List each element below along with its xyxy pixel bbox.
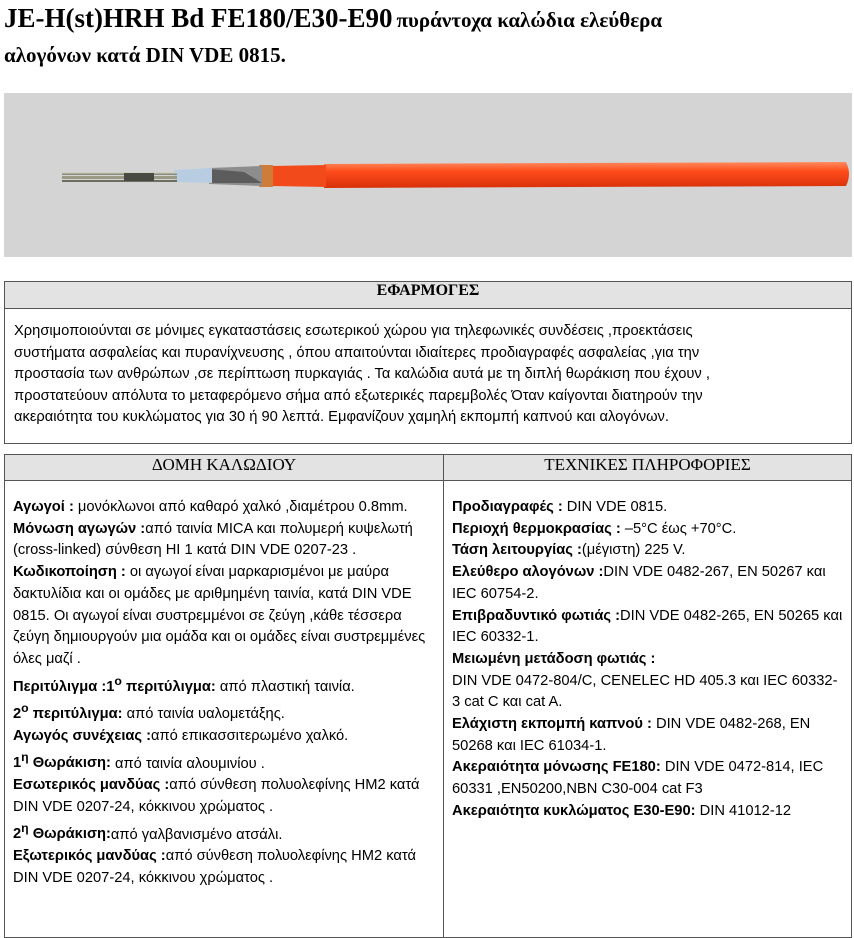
wrap1-entry: Περιτύλιγμα $:1^o$ περιτύλιγμα: από πλαστική ταινία. (13, 673, 355, 695)
tech-item: Περιοχή θερμοκρασίας : –5°C έως +70°C. (452, 520, 737, 537)
structure-heading: ΔΟΜΗ ΚΑΛΩΔΙΟΥ (5, 455, 444, 481)
applications-line: προστατεύουν απόλυτα το μεταφερόμενο σήμα από εξωτερικές παρεμβολές Όταν καίγονται διατηρούν την (14, 387, 703, 404)
shield1-entry: $1^\eta$ Θωράκιση: από ταινία αλουμινίου . (13, 750, 265, 772)
drain-entry: Αγωγός συνέχειας :από επικασσιτερωμένο χαλκό. (13, 727, 349, 744)
conductors-entry: Αγωγοί : μονόκλωνοι από καθαρό χαλκό ,διαμέτρου 0.8mm. (13, 499, 408, 515)
cable-illustration (4, 93, 852, 257)
technical-column (444, 481, 852, 938)
tech-item: Ελεύθερο αλογόνων :DIN VDE 0482-267, EN 50267 και IEC 60754-2. (452, 564, 826, 602)
tech-item: Τάση λειτουργίας :(μέγιστη) 225 V. (452, 542, 686, 559)
applications-line: προστασία των ανθρώπων ,σε περίπτωση πυρκαγιάς . Τα καλώδια αυτά με τη διπλή θωράκιση που έχουν , (14, 366, 710, 382)
tech-item: Επιβραδυντικό φωτιάς :DIN VDE 0482-265, EN 50265 και IEC 60332-1. (452, 607, 843, 646)
applications-text (5, 309, 852, 444)
title-subtitle: πυράντοχα καλώδια ελεύθερα (396, 8, 663, 32)
applications-line: ακεραιότητα του κυκλώματος για 30 ή 90 λεπτά. Εμφανίζουν χαμηλή εκπομπή καπνού και αλογόνων. (14, 409, 669, 425)
cable-photo (4, 93, 852, 257)
title-line2: αλογόνων κατά DIN VDE 0815. (4, 43, 286, 67)
coding-entry: Κωδικοποίηση : οι αγωγοί είναι μαρκαρισμένοι με μαύρα δακτυλίδια και οι ομάδες με αριθμημένη ταινία, κατά DIN VDE 0815. Οι αγωγοί είναι συστρεμμένοι σε ζεύγη ,κάθε τέσσερα ζεύγη δημιουργούν μια ομάδα και οι ομάδες είναι συστρεμμένες όλες μαζί . (13, 564, 426, 667)
applications-line: Χρησιμοποιούνται σε μόνιμες εγκαταστάσεις εσωτερικού χώρου για τηλεφωνικές συνδέσεις ,προεκτάσεις (14, 323, 693, 339)
applications-section (4, 281, 852, 444)
inner-sheath-entry: Εσωτερικός μανδύας :από σύνθεση πολυολεφίνης HM2 κατά DIN VDE 0207-24, κόκκινου χρώματος . (13, 777, 420, 815)
tech-item: Προδιαγραφές : DIN VDE 0815. (452, 499, 668, 515)
wrap2-entry: $2^o$ περιτύλιγμα: από ταινία υαλομετάξης. (13, 701, 285, 723)
technical-heading: ΤΕΧΝΙΚΕΣ ΠΛΗΡΟΦΟΡΙΕΣ (444, 455, 852, 481)
insulation-entry: Μόνωση αγωγών :από ταινία MICA και πολυμερή κυψελωτή (cross-linked) σύνθεση HI 1 κατά DIN VDE 0207-23 . (13, 520, 413, 559)
tech-item: Ελάχιστη εκπομπή καπνού : DIN VDE 0482-268, EN 50268 και IEC 61034-1. (452, 716, 811, 754)
structure-column (5, 481, 444, 938)
tech-item: Μειωμένη μετάδοση φωτιάς : DIN VDE 0472-804/C, CENELEC HD 405.3 και IEC 60332-3 cat C και cat A. (452, 650, 838, 711)
tech-item: Ακεραιότητα κυκλώματος E30-E90: DIN 41012-12 (452, 802, 792, 819)
page-title (4, 2, 850, 74)
outer-sheath-entry: Εξωτερικός μανδύας :από σύνθεση πολυολεφίνης HM2 κατά DIN VDE 0207-24, κόκκινου χρώματος . (13, 848, 416, 886)
details-table (4, 454, 852, 938)
tech-item: Ακεραιότητα μόνωσης FE180: DIN VDE 0472-814, IEC 60331 ,EN50200,NBN C30-004 cat F3 (452, 759, 824, 798)
applications-line: συστήματα ασφαλείας και πυρανίχνευσης , όπου απαιτούνται ιδιαίτερες προδιαγραφές ασφαλείας ,για την (14, 344, 700, 361)
title-code: JE-H(st)HRH Bd FE180/E30-E90 (4, 3, 393, 33)
shield2-entry: $2^\eta$ Θωράκιση:από γαλβανισμένο ατσάλι. (13, 821, 283, 843)
applications-heading: ΕΦΑΡΜΟΓΕΣ (5, 282, 852, 309)
